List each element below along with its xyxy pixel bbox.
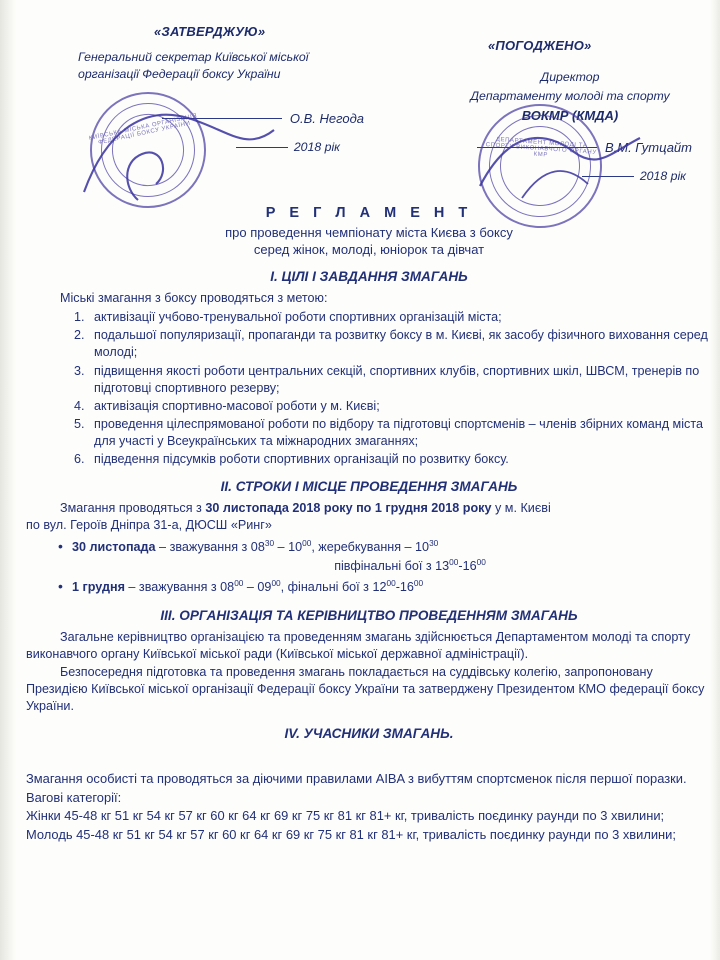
semifinals-pre: півфінальні бої з 13 <box>334 559 450 573</box>
sec2-dates: 30 листопада 2018 року по 1 грудня 2018 року <box>205 501 492 516</box>
approval-block-left <box>78 24 378 154</box>
list-item: 6. підведення підсумків роботи спортивних організацій по розвитку боксу. <box>88 451 712 468</box>
subtitle-line-1: про проведення чемпіонату міста Києва з боксу <box>225 225 513 241</box>
section-4-body <box>26 770 716 844</box>
document-header <box>0 24 720 204</box>
approver-signature-row <box>78 110 378 128</box>
schedule-day-2-sup3: 00 <box>386 577 396 588</box>
semifinals-sup1: 00 <box>449 556 459 567</box>
schedule-day-2-sup1: 00 <box>234 577 244 588</box>
section-4-paragraph-2: Вагові категорії: <box>26 789 122 805</box>
director-year-row <box>430 169 710 183</box>
section-4-paragraph-4: Молодь 45-48 кг 51 кг 54 кг 57 кг 60 кг 64 кг 69 кг 75 кг 81 кг 81+ кг, тривалість поєдинку раунди по 3 хвилини; <box>26 826 676 842</box>
schedule-day-1-mid: – 10 <box>274 540 303 555</box>
page-title: Р Е Г Л А М Е Н Т <box>265 205 473 221</box>
schedule-day-1-date: 30 листопада <box>72 540 156 555</box>
schedule-day-2-textmid: , фінальні бої з 12 <box>280 580 387 595</box>
schedule-day-2 <box>72 578 712 597</box>
schedule-day-2-date: 1 грудня <box>72 580 125 595</box>
section-3-paragraph-1: Загальне керівництво організацією та проведенням змагань здійснюється Департаментом молоді та спорту виконавчого органу Київської міської ради (Київської міської державної адміністрації). <box>26 629 691 661</box>
stamp-left-text: КИЇВСЬКА МІСЬКА ОРГАНІЗАЦІЯ ФЕДЕРАЦІЇ БОКСУ УКРАЇНИ <box>88 113 198 147</box>
list-item: 1. активізації учбово-тренувальної роботи спортивних організацій міста; <box>88 309 712 326</box>
section-2 <box>26 478 712 596</box>
semifinals-sup2: 00 <box>476 556 486 567</box>
subtitle-line-2: серед жінок, молоді, юніорок та дівчат <box>253 241 485 257</box>
director-org-short: ВОКМР (КМДА) <box>521 108 619 124</box>
schedule-day-1 <box>72 538 712 575</box>
list-item: 5. проведення цілеспрямованої роботи по відбору та підготовці спортсменів – членів збірних команд міста для участі у Всеукраїнських та міжнародних змаганнях; <box>88 416 712 450</box>
schedule-day-1-pre: – зважування з 08 <box>155 540 265 555</box>
schedule-day-1-semifinals <box>108 557 712 575</box>
schedule-day-2-sup4: 00 <box>413 577 424 588</box>
list-item: 4. активізація спортивно-масової роботи у м. Києві; <box>88 398 712 415</box>
list-item: 2. подальшої популяризації, пропаганди та розвитку боксу в м. Києві, як засобу фізичного виховання серед молоді; <box>88 327 712 361</box>
section-3 <box>26 607 712 715</box>
schedule-day-1-sup3: 30 <box>429 538 439 548</box>
section-4-heading: IV. УЧАСНИКИ ЗМАГАНЬ. <box>284 726 454 741</box>
approver-name: О.В. Негода <box>289 111 364 127</box>
director-title-line1: Директор <box>540 70 600 84</box>
section-2-venue: по вул. Героїв Дніпра 31-а, ДЮСШ «Ринг» <box>26 518 272 533</box>
signature-rule-right <box>477 147 597 148</box>
section-1-intro: Міські змагання з боксу проводяться з метою: <box>60 291 328 306</box>
approver-title-line2: організації Федерації боксу України <box>78 66 281 81</box>
section-2-heading: ІІ. СТРОКИ І МІСЦЕ ПРОВЕДЕННЯ ЗМАГАНЬ <box>220 479 518 495</box>
schedule-day-2-sup2: 00 <box>271 577 281 588</box>
schedule-day-2-tail: -16 <box>395 580 414 595</box>
director-name: В.М. Гутцайт <box>604 140 692 156</box>
approver-year: 2018 рік <box>293 140 340 155</box>
section-3-paragraph-2: Безпосередня підготовка та проведення змагань покладається на суддівську колегію, запропоновану Президією Київської міської організації Федерації боксу України та затверджену Президентом КМО федерації боксу України. <box>26 665 705 714</box>
director-year: 2018 рік <box>639 169 686 184</box>
signature-rule <box>162 118 282 119</box>
schedule-day-2-pre: – зважування з 08 <box>124 580 235 595</box>
approval-block-right <box>430 38 710 183</box>
schedule-day-2-mid: – 09 <box>243 580 272 595</box>
section-4-paragraph-1: Змагання особисті та проводяться за діючими правилами AIBA з вибуттям спортсменок після першої поразки. <box>26 771 687 786</box>
section-4 <box>26 725 712 743</box>
semifinals-mid: -16 <box>458 559 477 573</box>
approver-title-line1: Генеральний секретар Київської міської <box>78 50 309 64</box>
date-rule <box>236 147 288 148</box>
schedule-day-1-sup1: 30 <box>264 538 275 548</box>
section-2-paragraph-1 <box>26 500 712 517</box>
section-1-heading: І. ЦІЛІ І ЗАВДАННЯ ЗМАГАНЬ <box>270 269 468 285</box>
section-3-heading: ІІІ. ОРГАНІЗАЦІЯ ТА КЕРІВНИЦТВО ПРОВЕДЕННЯМ ЗМАГАНЬ <box>160 607 578 623</box>
document-content <box>26 204 712 747</box>
section-1-list <box>26 309 712 468</box>
date-rule-right <box>582 176 634 177</box>
schedule-day-1-textmid: , жеребкування – 10 <box>311 540 430 555</box>
approver-year-row <box>78 140 378 154</box>
section-4-paragraph-3: Жінки 45-48 кг 51 кг 54 кг 57 кг 60 кг 64 кг 69 кг 75 кг 81 кг 81+ кг, тривалість поєдинку раунди по 3 хвилини; <box>26 808 665 824</box>
schedule-day-1-sup2: 00 <box>302 538 312 548</box>
director-title-line2: Департаменту молоді та спорту <box>470 88 670 103</box>
sec2-pre: Змагання проводяться з <box>60 501 206 516</box>
list-item: 3. підвищення якості роботи центральних секцій, спортивних клубів, спортивних шкіл, ШВСМ, тренерів по підготовці спортивного резерву; <box>88 363 712 397</box>
sec2-post: у м. Києві <box>491 501 551 516</box>
stamp-right-text: ДЕПАРТАМЕНТ МОЛОДІ ТА СПОРТУ ВИКОНАВЧОГО ОРГАНУ КМР <box>485 136 597 159</box>
section-1 <box>26 268 712 468</box>
agreed-word: «ПОГОДЖЕНО» <box>488 38 592 53</box>
section-2-schedule <box>26 538 712 597</box>
approve-word: «ЗАТВЕРДЖУЮ» <box>154 24 266 39</box>
director-signature-row <box>430 139 710 157</box>
